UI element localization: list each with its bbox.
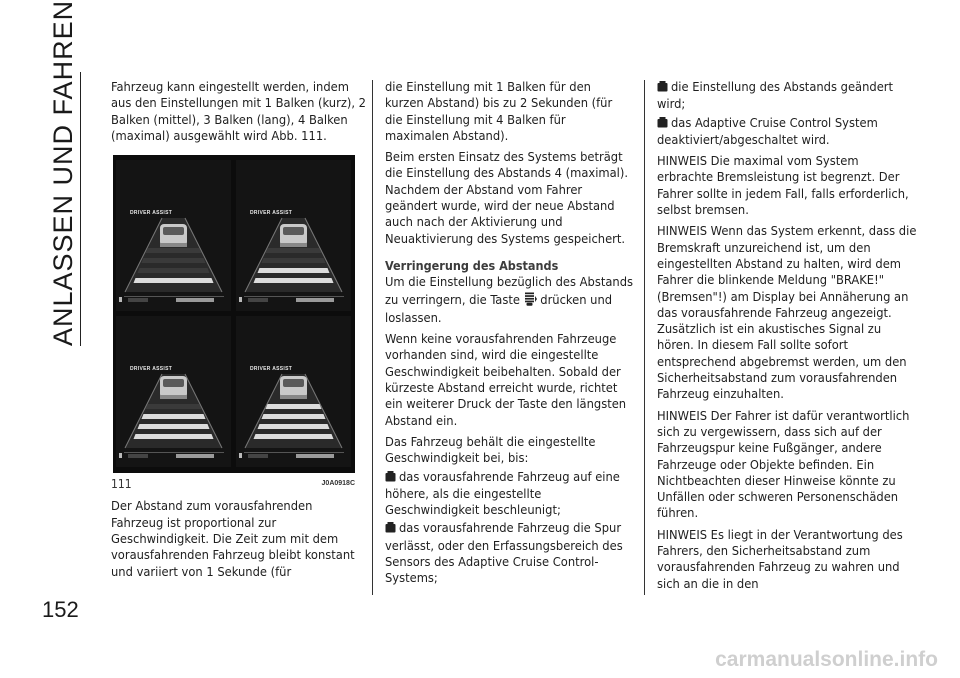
figure-code: J0A0918C: [321, 480, 355, 488]
gauge-right: [176, 298, 214, 302]
note: HINWEIS Es liegt in der Verantwortung des Fahrers, den Sicherheitsabstand zum vorausfahrenden Fahrzeug zu wahren und sich an die in den: [657, 527, 903, 592]
distance-bar: [258, 424, 330, 429]
list-marker-icon: [657, 81, 668, 97]
car-window: [163, 227, 184, 235]
paragraph: [385, 275, 633, 327]
car-bumper: [280, 243, 307, 247]
gauge-right: [176, 454, 214, 458]
gauge-rule: [124, 296, 224, 297]
car-bumper: [160, 243, 187, 247]
figure-caption: [111, 476, 355, 492]
display-panel-4-bars: [236, 316, 351, 467]
list-item-text: das vorausfahrende Fahrzeug auf eine höhere, als die eingestellte Geschwindigkeit beschleunigt;: [385, 469, 620, 519]
note: HINWEIS Die maximal vom System erbrachte Bremsleistung ist begrenzt. Der Fahrer sollte in jedem Fall, falls erforderlich, selbst bremsen.: [657, 154, 909, 219]
panel-header: DRIVER ASSIST: [250, 366, 293, 373]
gauge-marker: [239, 297, 242, 302]
paragraph: Wenn keine vorausfahrenden Fahrzeuge vorhanden sind, wird die eingestellte Geschwindigkeit beibehalten. Sobald der kürzeste Abstand erreicht wurde, richtet ein weiterer Druck der Taste den längsten Abstand ein.: [385, 332, 627, 429]
distance-bar: [134, 434, 214, 439]
distance-bar: [266, 404, 322, 409]
section-title-rule: [80, 72, 81, 346]
list-item-text: die Einstellung des Abstands geändert wird;: [657, 80, 894, 113]
display-panel-2-bars: [236, 160, 351, 311]
list-item-text: das Adaptive Cruise Control System deaktiviert/abgeschaltet wird.: [657, 115, 878, 148]
gauge-rule: [244, 452, 344, 453]
gauge-rule: [244, 296, 344, 297]
distance-bar: [138, 424, 210, 429]
list-item: [385, 470, 633, 520]
subheading: Verringerung des Abstands: [385, 257, 559, 273]
note: HINWEIS Der Fahrer ist dafür verantwortlich sich zu vergewissern, dass sich auf der Fahrzeugspur keine Fußgänger, andere Fahrzeuge oder Objekte befinden. Ein Nichtbeachten dieser Hinweise könnte zu Unfällen oder schweren Personenschäden führen.: [657, 408, 910, 522]
display-scene: [236, 160, 351, 311]
section-title: ANLASSEN UND FAHREN: [48, 0, 78, 346]
distance-bar: [254, 278, 334, 283]
panel-header: DRIVER ASSIST: [130, 366, 173, 373]
car-bumper: [280, 395, 307, 399]
gauge-left: [128, 298, 148, 302]
car-bumper: [160, 395, 187, 399]
display-scene: [116, 160, 231, 311]
gauge-marker: [119, 453, 122, 458]
note: HINWEIS Wenn das System erkennt, dass die Bremskraft unzureichend ist, um den eingestellten Abstand zu halten, wird dem Fahrer die blinkende Meldung "BRAKE!" (Bremsen"!) am Display bei Annäherung an das vorausfahrende Fahrzeug angezeigt. Zusätzlich ist ein akustisches Signal zu hören. In diesem Fall sollte sofort entsprechend abgebremst werden, um den Sicherheitsabstand zum vorausfahrenden Fahrzeug einzuhalten.: [657, 224, 917, 403]
figure-111: [113, 155, 355, 473]
distance-button-icon: [524, 292, 537, 311]
panel-header: DRIVER ASSIST: [130, 210, 173, 217]
display-panel-1-bar: [116, 160, 231, 311]
distance-bar: [142, 258, 206, 263]
paragraph: Beim ersten Einsatz des Systems beträgt die Einstellung des Abstands 4 (maximal). Nachdem der Abstand vom Fahrer geändert wurde, wird der neue Abstand auch nach der Aktivierung und Neuaktivierung des Systems gespeichert.: [385, 150, 629, 247]
distance-bar: [266, 248, 322, 253]
distance-bar: [138, 268, 210, 273]
display-panel-3-bars: [116, 316, 231, 467]
list-item: [657, 80, 917, 114]
display-scene: [236, 316, 351, 467]
paragraph-text: drücken und loslassen.: [385, 292, 613, 326]
gauge-left: [128, 454, 148, 458]
gauge-left: [248, 298, 268, 302]
paragraph: die Einstellung mit 1 Balken für den kurzen Abstand) bis zu 2 Sekunden (für die Einstellung mit 4 Balken für maximalen Abstand).: [385, 80, 613, 144]
paragraph: Der Abstand zum vorausfahrenden Fahrzeug ist proportional zur Geschwindigkeit. Die Zeit zum mit dem vorausfahrenden Fahrzeug bleibt konstant und variiert von 1 Sekunde (für: [111, 499, 355, 580]
column-1: [111, 80, 367, 586]
figure-number: 111: [111, 477, 132, 492]
distance-bar: [254, 434, 334, 439]
list-item: [657, 116, 917, 150]
list-item-text: das vorausfahrende Fahrzeug die Spur verlässt, oder den Erfassungsbereich des Sensors des Adaptive Cruise Control-Systems;: [385, 521, 623, 587]
display-scene: [116, 316, 231, 467]
distance-bar: [258, 268, 330, 273]
gauge-marker: [239, 453, 242, 458]
paragraph: Fahrzeug kann eingestellt werden, indem aus den Einstellungen mit 1 Balken (kurz), 2 Balken (mittel), 3 Balken (lang), 4 Balken (maximal) ausgewählt wird Abb. 111.: [111, 80, 366, 144]
car-window: [283, 379, 304, 387]
list-item: [385, 521, 633, 587]
car-window: [283, 227, 304, 235]
column-divider: [644, 80, 645, 595]
car-window: [163, 379, 184, 387]
distance-bar: [134, 278, 214, 283]
list-marker-icon: [657, 117, 668, 133]
gauge-rule: [124, 452, 224, 453]
distance-bar: [142, 414, 206, 419]
paragraph: Das Fahrzeug behält die eingestellte Geschwindigkeit bei, bis:: [385, 434, 596, 467]
page-number: 152: [42, 597, 79, 622]
column-3: [657, 80, 917, 598]
list-marker-icon: [385, 522, 396, 538]
panel-header: DRIVER ASSIST: [250, 210, 293, 217]
list-marker-icon: [385, 471, 396, 487]
distance-bar: [262, 258, 326, 263]
paragraph-text: Um die Einstellung bezüglich des Abstands zu verringern, die Taste: [385, 275, 634, 308]
watermark: carmanualsonline.info: [715, 648, 938, 671]
gauge-right: [296, 298, 334, 302]
gauge-marker: [119, 297, 122, 302]
gauge-left: [248, 454, 268, 458]
distance-bar: [262, 414, 326, 419]
distance-bar: [146, 404, 202, 409]
distance-bar: [146, 248, 202, 253]
column-divider: [372, 80, 373, 595]
column-2: [385, 80, 633, 593]
gauge-right: [296, 454, 334, 458]
